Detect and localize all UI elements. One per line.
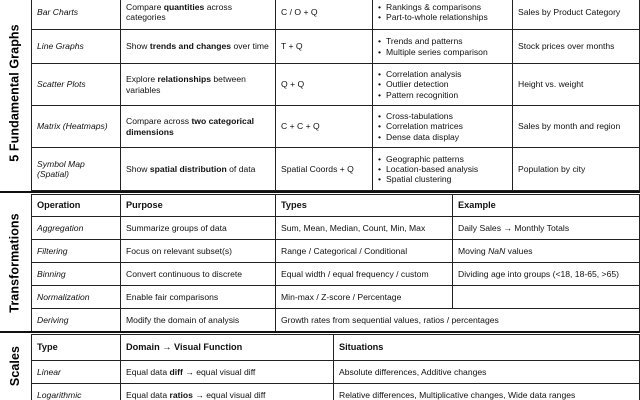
graph-purpose [121, 64, 276, 106]
graphs-table [31, 0, 640, 191]
operation-example [453, 240, 640, 263]
use-item: • Trends and patterns [378, 36, 507, 46]
example-text: Daily Sales → Monthly Totals [458, 222, 570, 233]
operation-purpose: Convert continuous to discrete [121, 263, 276, 286]
section-divider-2 [0, 331, 640, 333]
operation-types: Range / Categorical / Conditional [276, 240, 453, 263]
purpose-emphasis: quantities [163, 1, 205, 12]
graph-uses [373, 0, 513, 30]
uses-list [378, 154, 507, 184]
transformations-section-label: Transformations [8, 213, 22, 313]
purpose-text: of data [226, 163, 256, 174]
graphs-table-wrap [31, 0, 640, 192]
graphs-section-label: 5 Fundamental Graphs [8, 24, 23, 162]
operation-purpose: Focus on relevant subset(s) [121, 240, 276, 263]
transformations-table-wrap [31, 194, 640, 332]
graph-encoding: C / O + Q [276, 0, 373, 30]
graph-purpose [121, 106, 276, 148]
transformation-row [32, 217, 640, 240]
domain-text: → equal visual diff [192, 389, 266, 400]
graph-row [32, 30, 640, 64]
purpose-text: Compare across [126, 116, 192, 127]
purpose-text: Show [126, 41, 150, 52]
operation-name: Filtering [32, 240, 121, 263]
purpose-text: Explore [126, 74, 158, 85]
header-situations: Situations [334, 335, 640, 361]
use-item: • Rankings & comparisons [378, 2, 507, 12]
graph-uses [373, 64, 513, 106]
scales-table [31, 334, 640, 400]
operation-name: Deriving [32, 309, 121, 332]
example-italic: NaN [488, 245, 506, 256]
purpose-text: over time [231, 41, 269, 52]
use-item: • Correlation analysis [378, 69, 507, 79]
scale-type: Linear [32, 361, 121, 384]
use-item: • Part-to-whole relationships [378, 12, 507, 22]
transformation-row [32, 240, 640, 263]
operation-purpose: Modify the domain of analysis [121, 309, 276, 332]
purpose-emphasis: spatial distribution [149, 163, 227, 174]
graph-name: Bar Charts [32, 0, 121, 30]
use-item: • Correlation matrices [378, 121, 507, 131]
transformation-row [32, 309, 640, 332]
graph-row [32, 64, 640, 106]
uses-list [378, 111, 507, 141]
header-domain: Domain → Visual Function [121, 335, 334, 361]
graph-encoding: Q + Q [276, 64, 373, 106]
scale-row [32, 384, 640, 400]
header-type: Type [32, 335, 121, 361]
operation-example [453, 217, 640, 240]
domain-text: Equal data [126, 389, 170, 400]
operation-types: Sum, Mean, Median, Count, Min, Max [276, 217, 453, 240]
scale-situations: Absolute differences, Additive changes [334, 361, 640, 384]
section-divider-1 [0, 191, 640, 193]
graph-uses [373, 106, 513, 148]
graph-row [32, 148, 640, 191]
purpose-text: between variables [126, 74, 246, 95]
transformations-section [0, 194, 640, 332]
graph-example: Sales by month and region [513, 106, 640, 148]
domain-emphasis: ratios [169, 389, 193, 400]
scale-domain [121, 361, 334, 384]
use-item: • Multiple series comparison [378, 47, 507, 57]
graph-purpose [121, 0, 276, 30]
purpose-text: Show [126, 163, 150, 174]
operation-example [453, 263, 640, 286]
use-item: • Cross-tabulations [378, 111, 507, 121]
operation-purpose: Summarize groups of data [121, 217, 276, 240]
operation-name: Aggregation [32, 217, 121, 240]
graph-name: Symbol Map (Spatial) [32, 148, 121, 191]
transformation-row [32, 286, 640, 309]
graph-encoding: Spatial Coords + Q [276, 148, 373, 191]
use-item: • Pattern recognition [378, 90, 507, 100]
transformation-row [32, 263, 640, 286]
operation-types: Growth rates from sequential values, ratios / percentages [276, 309, 640, 332]
header-example: Example [453, 195, 640, 217]
purpose-text: across categories [126, 1, 233, 22]
example-text: values [505, 245, 533, 256]
domain-emphasis: diff [169, 366, 183, 377]
use-item: • Dense data display [378, 132, 507, 142]
operation-purpose: Enable fair comparisons [121, 286, 276, 309]
graph-name: Matrix (Heatmaps) [32, 106, 121, 148]
use-item: • Spatial clustering [378, 174, 507, 184]
operation-types: Equal width / equal frequency / custom [276, 263, 453, 286]
scale-row [32, 361, 640, 384]
operation-types: Min-max / Z-score / Percentage [276, 286, 453, 309]
operation-example [453, 286, 640, 309]
header-types: Types [276, 195, 453, 217]
purpose-emphasis: trends and changes [149, 41, 232, 52]
example-text: Dividing age into groups (<18, 18-65, >65) [458, 268, 619, 279]
transformations-table [31, 194, 640, 332]
header-operation: Operation [32, 195, 121, 217]
graph-purpose [121, 30, 276, 64]
uses-list [378, 2, 507, 22]
uses-list [378, 69, 507, 99]
graph-uses [373, 148, 513, 191]
graph-example: Height vs. weight [513, 64, 640, 106]
graph-example: Sales by Product Category [513, 0, 640, 30]
graph-encoding: T + Q [276, 30, 373, 64]
operation-name: Binning [32, 263, 121, 286]
scales-header-row [32, 335, 640, 361]
graph-row [32, 0, 640, 30]
graphs-section [0, 0, 640, 192]
graph-uses [373, 30, 513, 64]
operation-name: Normalization [32, 286, 121, 309]
example-text: Moving [458, 245, 489, 256]
use-item: • Geographic patterns [378, 154, 507, 164]
graph-purpose [121, 148, 276, 191]
purpose-text: Compare [126, 1, 164, 12]
uses-list [378, 36, 507, 56]
scales-table-wrap [31, 334, 640, 400]
scale-type: Logarithmic [32, 384, 121, 400]
scales-section [0, 334, 640, 400]
header-purpose: Purpose [121, 195, 276, 217]
purpose-emphasis: relationships [157, 74, 212, 85]
graph-example: Stock prices over months [513, 30, 640, 64]
purpose-emphasis: two categorical dimensions [126, 116, 254, 137]
domain-text: → equal visual diff [182, 366, 256, 377]
graph-name: Line Graphs [32, 30, 121, 64]
graph-row [32, 106, 640, 148]
graph-example: Population by city [513, 148, 640, 191]
graph-name: Scatter Plots [32, 64, 121, 106]
scales-section-label: Scales [8, 345, 22, 387]
graph-encoding: C + C + Q [276, 106, 373, 148]
scale-situations: Relative differences, Multiplicative changes, Wide data ranges [334, 384, 640, 400]
use-item: • Outlier detection [378, 79, 507, 89]
domain-text: Equal data [126, 366, 170, 377]
transformations-header-row [32, 195, 640, 217]
use-item: • Location-based analysis [378, 164, 507, 174]
scale-domain [121, 384, 334, 400]
